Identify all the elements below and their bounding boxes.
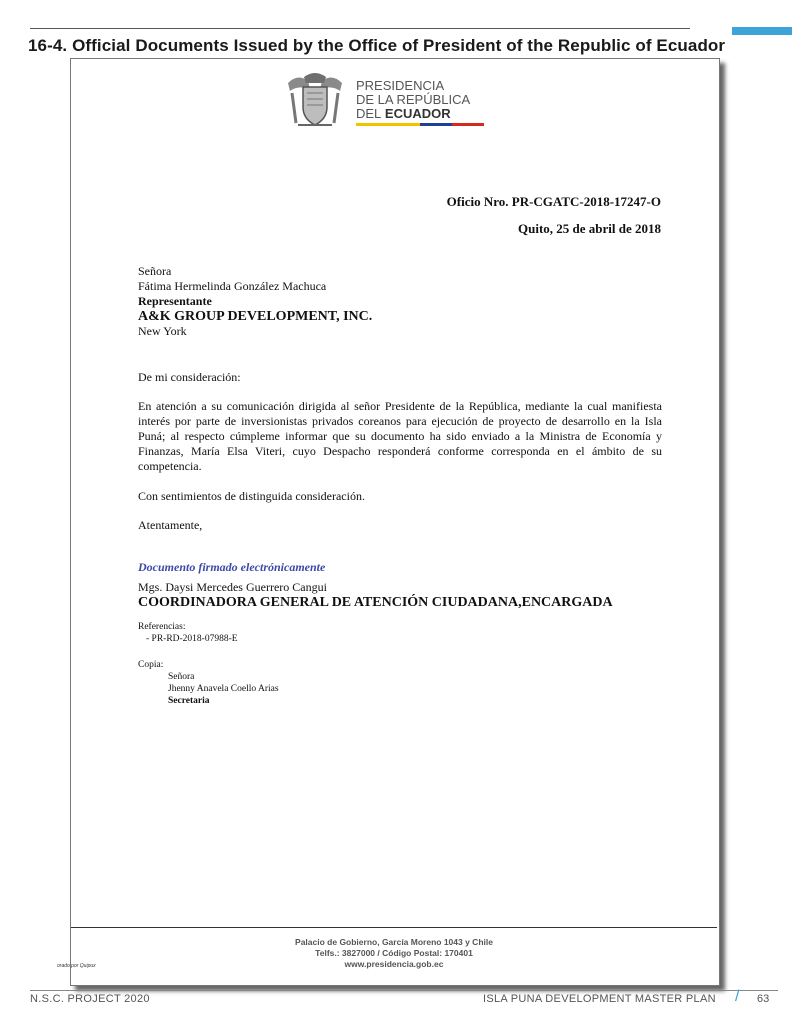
- footer-address: Palacio de Gobierno, García Moreno 1043 y Chile: [295, 937, 493, 947]
- regards: Atentamente,: [138, 518, 203, 532]
- logo-line-2: DE LA REPÚBLICA: [356, 92, 471, 107]
- logo-line-1: PRESIDENCIA: [356, 78, 445, 93]
- footer-slash: /: [735, 988, 740, 1005]
- recipient-title: Representante: [138, 294, 212, 308]
- signer-name: Mgs. Daysi Mercedes Guerrero Cangui: [138, 580, 327, 594]
- closing-line: Con sentimientos de distinguida consideración.: [138, 489, 365, 503]
- footer-phones: Telfs.: 3827000 / Código Postal: 170401: [315, 948, 473, 958]
- logo-del: DEL: [356, 106, 382, 121]
- letter-footer-divider: [71, 927, 717, 928]
- copy-block: [138, 659, 279, 707]
- logo-line-3: [356, 107, 470, 121]
- oficio-number: Oficio Nro. PR-CGATC-2018-17247-O: [446, 194, 661, 209]
- copy-name: Jhenny Anavela Coello Arias: [168, 684, 279, 694]
- footer-title: ISLA PUNA DEVELOPMENT MASTER PLAN: [483, 993, 716, 1005]
- footer-project: N.S.C. PROJECT 2020: [30, 993, 150, 1005]
- reference-item: - PR-RD-2018-07988-E: [146, 634, 238, 644]
- page-heading: 16-4. Official Documents Issued by the Office of President of the Republic of Ecuador: [28, 36, 726, 55]
- official-letter: [57, 58, 720, 986]
- accent-bar: [732, 27, 792, 35]
- footer-website: www.presidencia.gob.ec: [344, 959, 444, 969]
- letter-body: En atención a su comunicación dirigida al señor Presidente de la República, mediante la cual manifiesta interés por parte de inversionistas privados coreanos para ejecución de proyecto de desarrollo en la Isla Puná; al respecto cúmpleme informar que su documento ha sido enviado a la Ministra de Economía y Finanzas, María Elsa Viteri, cuyo Despacho responderá conforme corresponda en el ámbito de su competencia.: [138, 399, 662, 473]
- references-block: [138, 621, 238, 645]
- references-label: Referencias:: [138, 622, 186, 632]
- flag-color-line: [356, 123, 484, 126]
- presidency-logo: [284, 67, 484, 133]
- greeting: De mi consideración:: [138, 370, 241, 384]
- letter-date: Quito, 25 de abril de 2018: [517, 221, 661, 236]
- coat-of-arms-icon: [284, 69, 346, 131]
- logo-country: ECUADOR: [384, 106, 451, 121]
- elaborated-by: orado por Quipux: [57, 963, 96, 969]
- signed-electronically-note: Documento firmado electrónicamente: [138, 560, 326, 574]
- signer-role: COORDINADORA GENERAL DE ATENCIÓN CIUDADANA,ENCARGADA: [138, 595, 613, 610]
- copy-salutation: Señora: [168, 672, 195, 682]
- letter-footer: [71, 937, 717, 970]
- recipient-name: Fátima Hermelinda González Machuca: [138, 279, 327, 293]
- recipient-salutation: Señora: [138, 264, 172, 278]
- page-number: 63: [757, 993, 770, 1005]
- recipient-city: New York: [138, 324, 187, 338]
- copy-label: Copia:: [138, 660, 164, 670]
- recipient-company: A&K GROUP DEVELOPMENT, INC.: [138, 309, 373, 324]
- top-divider: [30, 28, 690, 29]
- recipient-block: [138, 264, 372, 339]
- copy-title: Secretaria: [168, 696, 210, 706]
- page-footer-divider: [30, 990, 778, 991]
